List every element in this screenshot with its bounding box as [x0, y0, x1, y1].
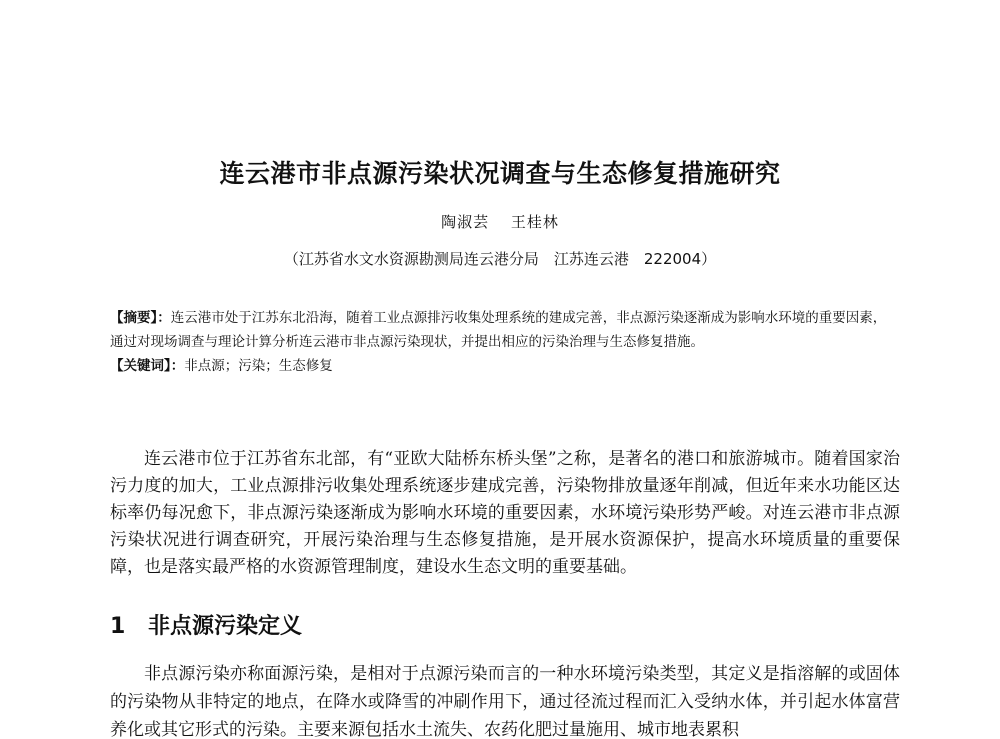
abstract-label: 【摘要】： [110, 310, 171, 326]
keywords-paragraph [110, 354, 898, 378]
author-name: 王桂林 [510, 213, 559, 231]
author-list [0, 211, 1000, 232]
author-name: 陶淑芸 [441, 213, 490, 231]
keywords-text: 非点源；污染；生态修复 [184, 358, 333, 374]
section-body [110, 660, 900, 739]
intro-paragraph: 连云港市位于江苏省东北部，有“亚欧大陆桥东桥头堡”之称，是著名的港口和旅游城市。随着国家治污力度的加大，工业点源排污收集处理系统逐步建成完善，污染物排放量逐年削减，但近年来水功能区达标率仍每况愈下，非点源污染逐渐成为影响水环境的重要因素，水环境污染形势严峻。对连云港市非点源污染状况进行调查研究，开展污染治理与生态修复措施，是开展水资源保护，提高水环境质量的重要保障，也是落实最严格的水资源管理制度，建设水生态文明的重要基础。 [110, 449, 900, 577]
abstract-block [110, 306, 898, 378]
paper-title: 连云港市非点源污染状况调查与生态修复措施研究 [219, 159, 781, 188]
section-paragraph: 非点源污染亦称面源污染，是相对于点源污染而言的一种水环境污染类型，其定义是指溶解的或固体的污染物从非特定的地点，在降水或降雪的冲刷作用下，通过径流过程而汇入受纳水体，并引起水体富营养化或其它形式的污染。主要来源包括水土流失、农药化肥过量施用、城市地表累积 [110, 664, 900, 739]
abstract-text: 连云港市处于江苏东北沿海，随着工业点源排污收集处理系统的建成完善，非点源污染逐渐成为影响水环境的重要因素，通过对现场调查与理论计算分析连云港市非点源污染现状，并提出相应的污染治理与生态修复措施。 [110, 310, 887, 350]
abstract-paragraph [110, 306, 898, 354]
section-number: 1 [110, 614, 126, 639]
section-heading [110, 609, 302, 640]
author-affiliation: （江苏省水文水资源勘测局连云港分局 江苏连云港 222004） [283, 250, 717, 268]
section-title: 非点源污染定义 [148, 614, 303, 639]
intro-section [110, 446, 900, 581]
keywords-label: 【关键词】： [110, 358, 185, 374]
